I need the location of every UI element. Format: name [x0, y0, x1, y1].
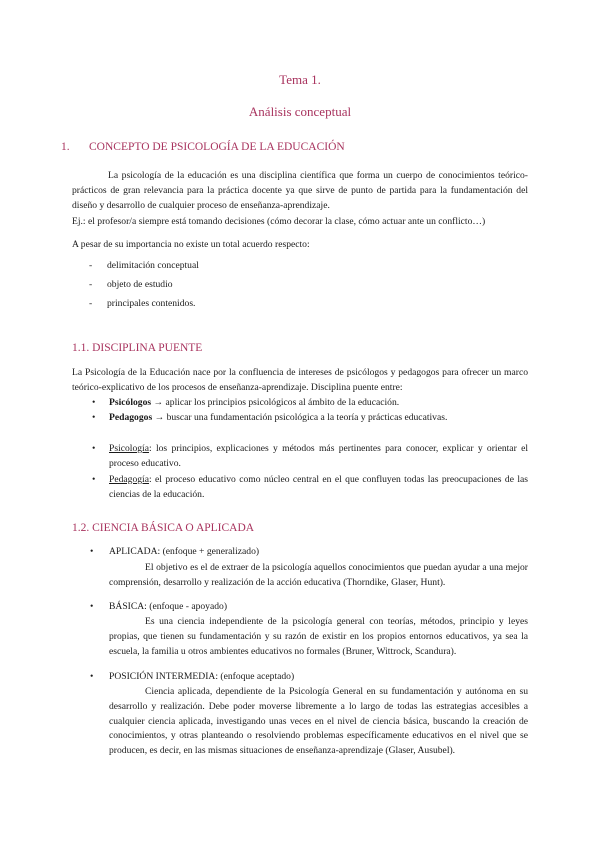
document-subtitle: Análisis conceptual: [248, 104, 352, 119]
approach-label: BÁSICA: (enfoque - apoyado): [109, 601, 228, 612]
section-1-2-heading: 1.2. CIENCIA BÁSICA O APLICADA: [72, 522, 255, 534]
section-1-heading: CONCEPTO DE PSICOLOGÍA DE LA EDUCACIÓN: [89, 141, 345, 153]
definition-text: : los principios, explicaciones y métodos más pertinentes para conocer, explicar y orientar el proceso educativo.: [109, 443, 528, 469]
circle-bullet-icon: •: [90, 546, 94, 557]
list-item-term: Pedagogos: [109, 412, 153, 423]
definition-psicologia: [109, 442, 528, 472]
list-item: [109, 411, 447, 426]
approach-text: El objetivo es el de extraer de la psicología aquellos conocimientos que puedan ayudar a una mejor comprensión, desarrollo y realización de la acción educativa (Thorndike, Glaser, Hunt).: [109, 562, 528, 588]
definition-pedagogia: [109, 473, 528, 503]
definition-term: Pedagogía: [109, 474, 149, 485]
dash-bullet: -: [89, 279, 93, 290]
dash-bullet: -: [89, 260, 93, 271]
circle-bullet-icon: •: [90, 671, 94, 682]
definition-text: : el proceso educativo como núcleo central en el que confluyen todas las preocupaciones de las ciencias de la educación.: [109, 474, 528, 500]
list-item: objeto de estudio: [107, 279, 173, 290]
circle-bullet-icon: •: [92, 412, 96, 423]
section-1-note: A pesar de su importancia no existe un total acuerdo respecto:: [72, 239, 310, 250]
section-1-example: Ej.: el profesor/a siempre está tomando decisiones (cómo decorar la clase, cómo actuar ante un conflicto…): [72, 216, 486, 227]
circle-bullet-icon: •: [92, 474, 96, 485]
list-item-text: aplicar los principios psicológicos al ámbito de la educación.: [165, 397, 400, 408]
list-item: principales contenidos.: [107, 298, 196, 309]
document-title: Tema 1.: [279, 72, 321, 87]
list-item-text: buscar una fundamentación psicológica a la teoría y prácticas educativas.: [166, 412, 448, 423]
section-1-number: 1.: [61, 141, 70, 153]
section-1-1-heading: 1.1. DISCIPLINA PUENTE: [72, 342, 203, 354]
list-item: delimitación conceptual: [107, 260, 199, 271]
definition-term: Psicología: [109, 443, 149, 454]
approach-label: APLICADA: (enfoque + generalizado): [109, 546, 260, 557]
approach-text: Es una ciencia independiente de la psicología general con teorías, métodos, principio y leyes propias, que tienen su fundamentación y su razón de existir en los propios entornos educativos, ya sea la escuela, la familia u otros ambientes educativos no formales (Bruner, Wittrock, Scandura).: [109, 616, 528, 657]
circle-bullet-icon: •: [90, 601, 94, 612]
approach-text: Ciencia aplicada, dependiente de la Psicología General en su fundamentación y autónoma en su desarrollo y realización. Debe poder moverse libremente a lo largo de todas las estrategias accesibles a cualquier ciencia aplicada, investigando unas veces en el nivel de ciencia básica, buscando la creación de conocimientos, y otras planteando o resolviendo problemas específicamente educativos en el nivel que se producen, es decir, en las mismas situaciones de enseñanza-aprendizaje (Glaser, Ausubel).: [109, 686, 528, 757]
approach-label: POSICIÓN INTERMEDIA: (enfoque aceptado): [109, 671, 295, 682]
circle-bullet-icon: •: [92, 397, 96, 408]
list-item: [109, 396, 399, 411]
dash-bullet: -: [89, 298, 93, 309]
circle-bullet-icon: •: [92, 443, 96, 454]
section-1-paragraph: La psicología de la educación es una disciplina científica que forma un cuerpo de conocimientos teórico-prácticos de gran relevancia para la práctica docente ya que sirve de punto de partida para la fundamentación del diseño y desarrollo de cualquier proceso de enseñanza-aprendizaje.: [72, 170, 528, 211]
section-1-1-paragraph: La Psicología de la Educación nace por la confluencia de intereses de psicólogos y pedagogos para ofrecer un marco teórico-explicativo de los procesos de enseñanza-aprendizaje. Disciplina puente entre:: [72, 367, 528, 393]
arrow-icon: →: [154, 412, 165, 423]
list-item-term: Psicólogos: [109, 397, 152, 408]
arrow-icon: →: [153, 397, 164, 408]
